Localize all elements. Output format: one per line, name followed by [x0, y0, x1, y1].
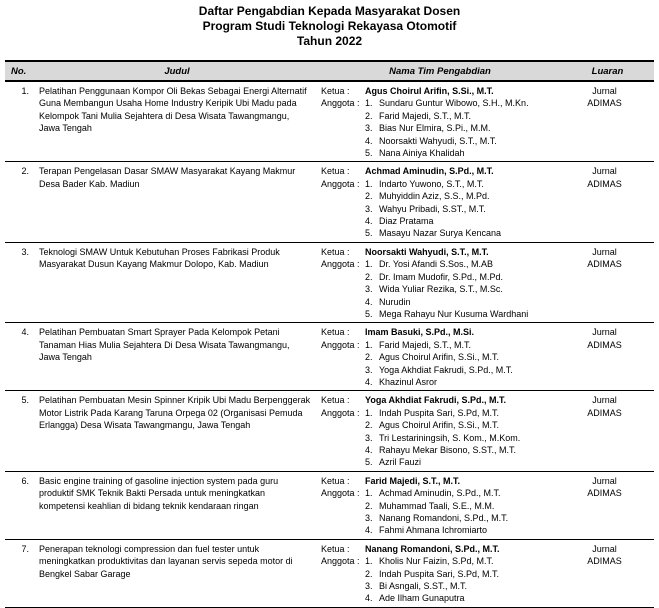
- luaran-line: ADIMAS: [587, 98, 622, 109]
- ketua-line: [321, 475, 559, 487]
- anggota-item: 3. Nanang Romandoni, S.Pd., M.T.: [365, 513, 509, 523]
- anggota-item: 1. Dr. Yosi Afandi S.Sos., M.AB: [365, 259, 494, 270]
- anggota-item: 2. Agus Choirul Arifin, S.Si., M.T.: [365, 352, 500, 363]
- anggota-item: 5. Azril Fauzi: [365, 457, 422, 468]
- judul-text: Penerapan teknologi compression dan fuel tester untuk meningkatkan produktivitas dan layanan servis sepeda motor di Bengkel Sabar Garage: [35, 539, 319, 608]
- luaran-line: Jurnal: [592, 475, 617, 486]
- ketua-name: Yoga Akhdiat Fakrudi, S.Pd., M.T.: [365, 395, 507, 406]
- team-cell: [319, 391, 561, 471]
- luaran-line: ADIMAS: [587, 488, 622, 499]
- table-row: [5, 539, 654, 608]
- anggota-item: 2. Indah Puspita Sari, S.Pd, M.T.: [365, 568, 500, 579]
- anggota-item: 1. Indarto Yuwono, S.T., M.T.: [365, 178, 484, 189]
- column-header-nama-tim: Nama Tim Pengabdian: [319, 61, 561, 81]
- row-number: 3.: [5, 242, 35, 322]
- anggota-label: Anggota :: [321, 556, 360, 567]
- anggota-item: 1. Kholis Nur Faizin, S.Pd, M.T.: [365, 556, 494, 567]
- table-row: [5, 242, 654, 322]
- table-header-row: [5, 61, 654, 81]
- team-cell: [319, 162, 561, 242]
- ketua-label: Ketua :: [321, 166, 350, 177]
- luaran-line: Jurnal: [592, 543, 617, 554]
- ketua-line: [321, 543, 559, 555]
- ketua-label: Ketua :: [321, 246, 350, 257]
- team-cell: [319, 81, 561, 162]
- row-number: 1.: [5, 81, 35, 162]
- judul-text: Pelatihan Pembuatan Smart Sprayer Pada Kelompok Petani Tanaman Hias Mulia Sejahtera Di Desa Wisata Tawangmangu, Jawa Tengah: [35, 323, 319, 391]
- ketua-line: [321, 246, 559, 258]
- luaran-text: [561, 391, 654, 471]
- luaran-text: [561, 471, 654, 539]
- luaran-text: [561, 81, 654, 162]
- anggota-label: Anggota :: [321, 259, 360, 270]
- anggota-line: [321, 258, 559, 320]
- anggota-list: [365, 258, 559, 320]
- anggota-item: 4. Ade Ilham Gunaputra: [365, 593, 465, 604]
- row-number: 2.: [5, 162, 35, 242]
- anggota-item: 3. Wahyu Pribadi, S.ST., M.T.: [365, 203, 486, 214]
- luaran-text: [561, 242, 654, 322]
- ketua-label: Ketua :: [321, 475, 350, 486]
- anggota-item: 1. Indah Puspita Sari, S.Pd, M.T.: [365, 407, 500, 418]
- luaran-text: [561, 539, 654, 608]
- anggota-item: 4. Rahayu Mekar Bisono, S.ST., M.T.: [365, 444, 517, 455]
- team-cell: [319, 323, 561, 391]
- team-cell: [319, 471, 561, 539]
- column-header-judul: Judul: [35, 61, 319, 81]
- ketua-name: Nanang Romandoni, S.Pd., M.T.: [365, 543, 500, 554]
- table-row: [5, 391, 654, 471]
- luaran-line: ADIMAS: [587, 407, 622, 418]
- anggota-label: Anggota :: [321, 488, 360, 499]
- anggota-list: [365, 407, 559, 469]
- anggota-list: [365, 97, 559, 159]
- table-row: [5, 81, 654, 162]
- anggota-item: 4. Khazinul Asror: [365, 376, 438, 387]
- row-number: 7.: [5, 539, 35, 608]
- document-title: [5, 4, 654, 49]
- team-cell: [319, 539, 561, 608]
- luaran-line: ADIMAS: [587, 339, 622, 350]
- anggota-item: 3. Wida Yuliar Rezika, S.T., M.Sc.: [365, 284, 503, 295]
- ketua-label: Ketua :: [321, 543, 350, 554]
- ketua-name: Agus Choirul Arifin, S.Si., M.T.: [365, 86, 494, 96]
- judul-text: Terapan Pengelasan Dasar SMAW Masyarakat Kayang Makmur Desa Bader Kab. Madiun: [35, 162, 319, 242]
- table-row: [5, 323, 654, 391]
- anggota-list: [365, 487, 559, 537]
- anggota-line: [321, 407, 559, 469]
- anggota-item: 5. Nana Ainiya Khalidah: [365, 148, 465, 159]
- ketua-name: Imam Basuki, S.Pd., M.Si.: [365, 327, 475, 338]
- ketua-line: [321, 394, 559, 406]
- anggota-item: 1. Farid Majedi, S.T., M.T.: [365, 339, 472, 350]
- column-header-no: No.: [5, 61, 35, 81]
- luaran-line: ADIMAS: [587, 556, 622, 567]
- anggota-label: Anggota :: [321, 178, 360, 189]
- ketua-line: [321, 165, 559, 177]
- row-number: 6.: [5, 471, 35, 539]
- anggota-item: 4. Nurudin: [365, 296, 411, 307]
- anggota-label: Anggota :: [321, 407, 360, 418]
- anggota-label: Anggota :: [321, 339, 360, 350]
- ketua-name: Achmad Aminudin, S.Pd., M.T.: [365, 166, 494, 177]
- luaran-line: Jurnal: [592, 166, 617, 177]
- anggota-item: 3. Yoga Akhdiat Fakrudi, S.Pd., M.T.: [365, 364, 513, 375]
- anggota-item: 1. Sundaru Guntur Wibowo, S.H., M.Kn.: [365, 98, 529, 109]
- anggota-line: [321, 97, 559, 159]
- luaran-line: ADIMAS: [587, 178, 622, 189]
- luaran-line: Jurnal: [592, 395, 617, 406]
- row-number: 4.: [5, 323, 35, 391]
- document-title-line3: Tahun 2022: [296, 34, 363, 48]
- pengabdian-table: [5, 60, 654, 608]
- ketua-label: Ketua :: [321, 86, 350, 96]
- table-row: [5, 162, 654, 242]
- ketua-name: Farid Majedi, S.T., M.T.: [365, 475, 461, 486]
- anggota-line: [321, 487, 559, 537]
- column-header-luaran: Luaran: [561, 61, 654, 81]
- anggota-item: 3. Tri Lestariningsih, S. Kom., M.Kom.: [365, 432, 521, 443]
- anggota-item: 5. Mega Rahayu Nur Kusuma Wardhani: [365, 308, 529, 319]
- ketua-label: Ketua :: [321, 327, 350, 338]
- anggota-item: 3. Bias Nur Elmira, S.Pi., M.M.: [365, 123, 491, 134]
- anggota-label: Anggota :: [321, 98, 360, 109]
- judul-text: Pelatihan Pembuatan Mesin Spinner Kripik Ubi Madu Berpenggerak Motor Listrik Pada Karang Taruna Orpega 02 (Organisasi Pemuda Erlangga) Desa Wisata Tawangmangu, Jawa Tengah: [35, 391, 319, 471]
- anggota-item: 2. Farid Majedi, S.T., M.T.: [365, 110, 472, 121]
- anggota-item: 3. Bi Asngali, S.ST., M.T.: [365, 581, 468, 592]
- team-cell: [319, 242, 561, 322]
- anggota-list: [365, 555, 559, 605]
- anggota-line: [321, 339, 559, 389]
- luaran-text: [561, 323, 654, 391]
- ketua-line: [321, 326, 559, 338]
- document-title-line2: Program Studi Teknologi Rekayasa Otomotif: [202, 19, 457, 33]
- anggota-list: [365, 178, 559, 240]
- anggota-list: [365, 339, 559, 389]
- ketua-name: Noorsakti Wahyudi, S.T., M.T.: [365, 246, 489, 257]
- document-title-line1: Daftar Pengabdian Kepada Masyarakat Dosen: [198, 4, 461, 18]
- luaran-line: Jurnal: [592, 327, 617, 338]
- table-row: [5, 471, 654, 539]
- anggota-item: 2. Dr. Imam Mudofir, S.Pd., M.Pd.: [365, 271, 504, 282]
- luaran-text: [561, 162, 654, 242]
- anggota-line: [321, 178, 559, 240]
- anggota-item: 2. Agus Choirul Arifin, S.Si., M.T.: [365, 420, 500, 431]
- anggota-item: 4. Diaz Pratama: [365, 216, 434, 227]
- anggota-item: 1. Achmad Aminudin, S.Pd., M.T.: [365, 488, 501, 499]
- judul-text: Basic engine training of gasoline injection system pada guru produktif SMK Teknik Bakti Persada untuk meningkatkan kompetensi keahlian di bidang teknik kendaraan ringan: [35, 471, 319, 539]
- anggota-item: 5. Masayu Nazar Surya Kencana: [365, 228, 502, 239]
- anggota-item: 2. Muhyiddin Aziz, S.S., M.Pd.: [365, 191, 490, 202]
- anggota-item: 4. Noorsakti Wahyudi, S.T., M.T.: [365, 135, 497, 146]
- anggota-line: [321, 555, 559, 605]
- row-number: 5.: [5, 391, 35, 471]
- judul-text: Teknologi SMAW Untuk Kebutuhan Proses Fabrikasi Produk Masyarakat Dusun Kayang Makmur Dolopo, Kab. Madiun: [35, 242, 319, 322]
- luaran-line: Jurnal: [592, 86, 617, 96]
- ketua-line: [321, 85, 559, 97]
- ketua-label: Ketua :: [321, 395, 350, 406]
- luaran-line: ADIMAS: [587, 259, 622, 270]
- luaran-line: Jurnal: [592, 246, 617, 257]
- judul-text: Pelatihan Penggunaan Kompor Oli Bekas Sebagai Energi Alternatif Guna Membangun Usaha Home Industry Keripik Ubi Madu pada Kelompok Tani Mulia Sejahtera di Desa Wisata Tawangmangu, Jawa Tengah: [35, 81, 319, 162]
- anggota-item: 2. Muhammad Taali, S.E., M.M.: [365, 500, 495, 511]
- anggota-item: 4. Fahmi Ahmana Ichromiarto: [365, 525, 488, 536]
